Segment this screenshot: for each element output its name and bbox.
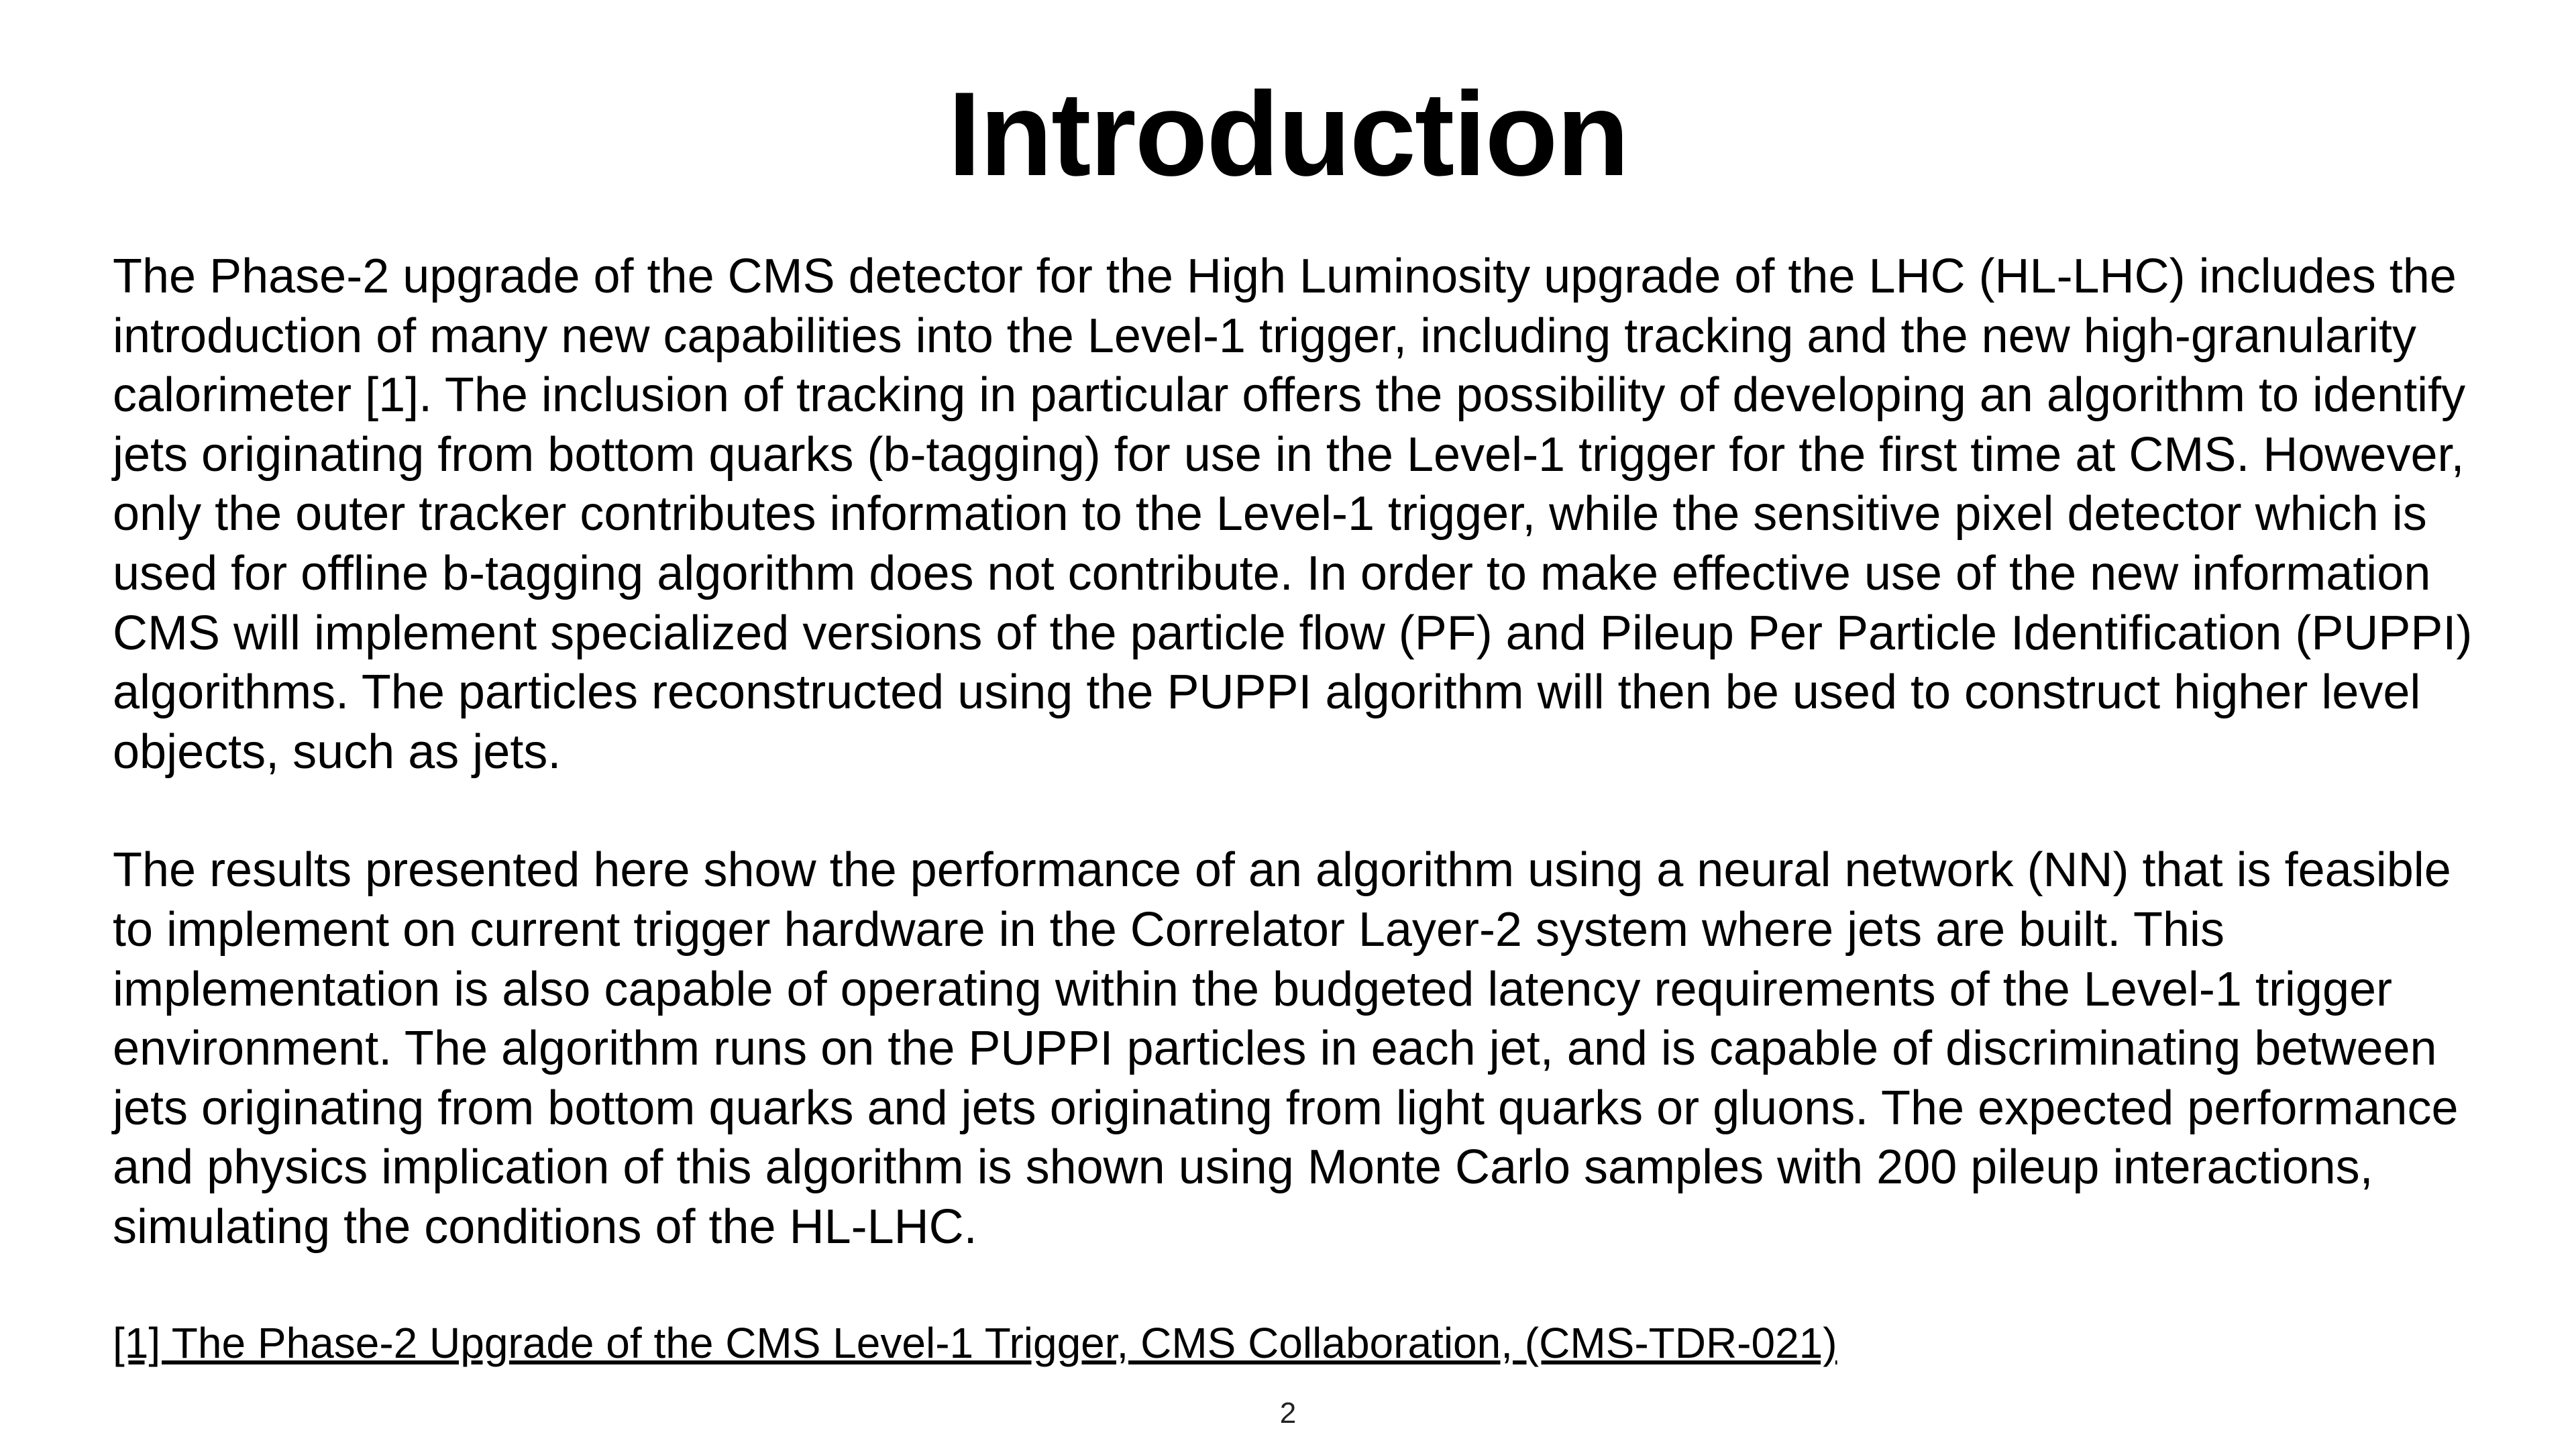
page-number: 2 xyxy=(1279,1397,1297,1430)
slide-title: Introduction xyxy=(947,67,1629,201)
intro-paragraph: The Phase-2 upgrade of the CMS detector for the High Luminosity upgrade of the LHC (HL-LHC) includes the introduction of many new capabilities into the Level-1 trigger, including tracking and the new high-granularity calorimeter [1]. The inclusion of tracking in particular offers the possibility of developing an algorithm to identify jets originating from bottom quarks (b-tagging) for use in the Level-1 trigger for the first time at CMS. However, only the outer tracker contributes information to the Level-1 trigger, while the sensitive pixel detector which is used for offline b-tagging algorithm does not contribute. In order to make effective use of the new information CMS will implement specialized versions of the particle flow (PF) and Pileup Per Particle Identification (PUPPI) algorithms. The particles reconstructed using the PUPPI algorithm will then be used to construct higher level objects, such as jets. xyxy=(113,250,2473,779)
reference-link[interactable]: [1] The Phase-2 Upgrade of the CMS Level-1 Trigger, CMS Collaboration, (CMS-TDR-021) xyxy=(113,1319,1837,1367)
slide-body xyxy=(113,247,2501,1257)
results-paragraph: The results presented here show the performance of an algorithm using a neural network (NN) that is feasible to implement on current trigger hardware in the Correlator Layer-2 system where jets are built. This implementation is also capable of operating within the budgeted latency requirements of the Level-1 trigger environment. The algorithm runs on the PUPPI particles in each jet, and is capable of discriminating between jets originating from bottom quarks and jets originating from light quarks or gluons. The expected performance and physics implication of this algorithm is shown using Monte Carlo samples with 200 pileup interactions, simulating the conditions of the HL-LHC. xyxy=(113,843,2459,1254)
